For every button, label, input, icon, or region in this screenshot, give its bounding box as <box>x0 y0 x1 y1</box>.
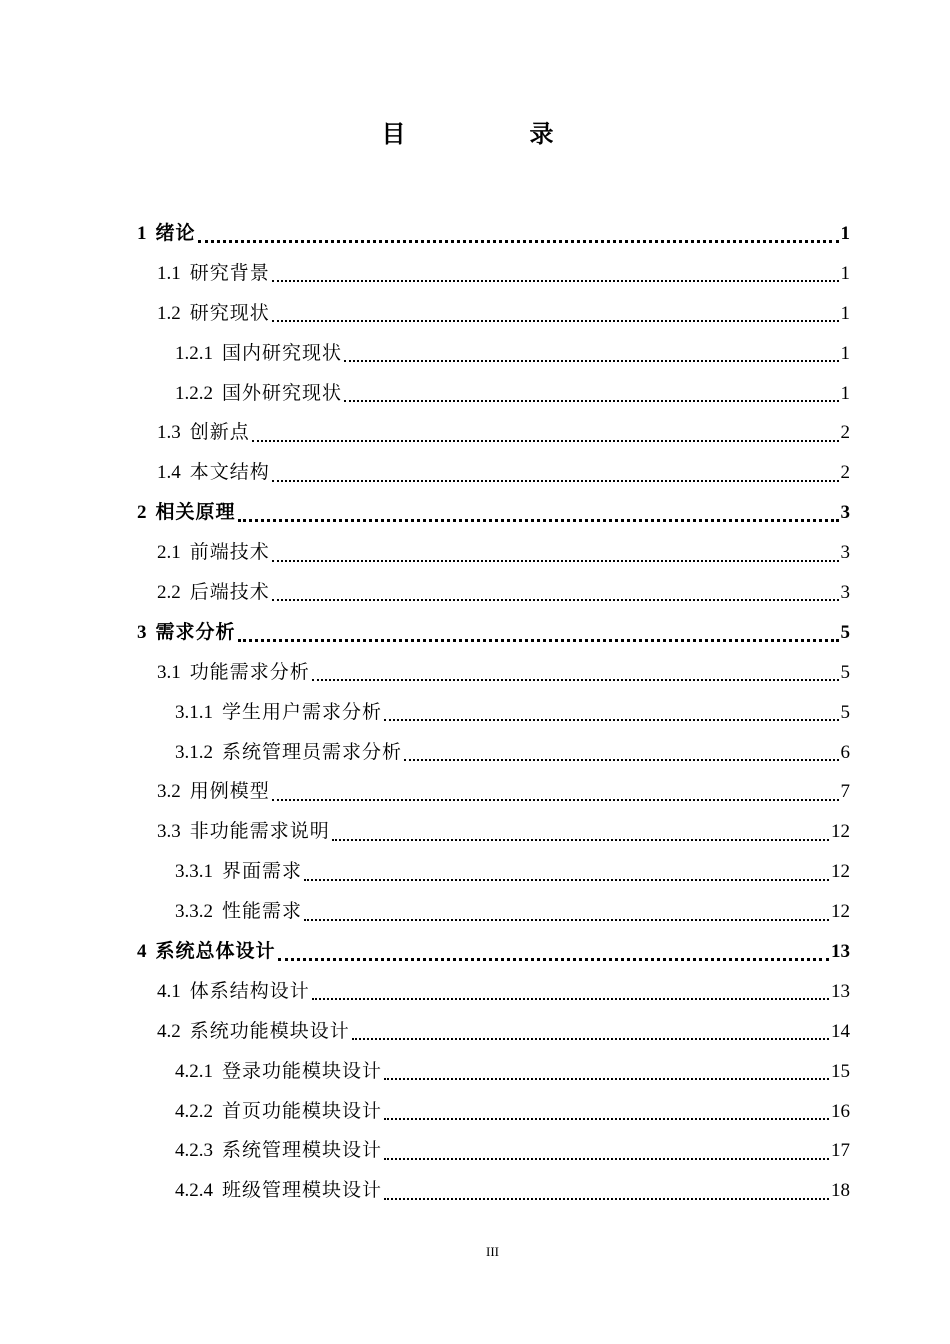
entry-number: 4.1 <box>157 980 181 1002</box>
dot-leader <box>272 559 839 562</box>
entry-number: 1.2.2 <box>175 382 213 404</box>
entry-number: 4.2 <box>157 1020 181 1042</box>
entry-page: 15 <box>831 1060 850 1082</box>
entry-page: 1 <box>840 262 850 284</box>
dot-leader <box>344 359 838 362</box>
dot-leader <box>384 718 838 721</box>
dot-leader <box>272 798 839 801</box>
toc-entry-chapter-3[interactable] <box>137 613 850 653</box>
entry-number: 4.2.1 <box>175 1060 213 1082</box>
toc-entry-section[interactable] <box>157 653 850 693</box>
dot-leader <box>384 1157 829 1160</box>
entry-page: 1 <box>840 223 850 244</box>
dot-leader <box>272 479 839 482</box>
entry-number: 1.2 <box>157 302 181 324</box>
entry-page: 6 <box>840 741 850 763</box>
toc-entry-section[interactable] <box>157 972 850 1012</box>
entry-label: 研究背景 <box>189 261 270 284</box>
entry-number: 3.1 <box>157 661 181 683</box>
entry-label: 创新点 <box>189 421 250 444</box>
entry-label: 首页功能模块设计 <box>222 1099 383 1122</box>
entry-label: 学生用户需求分析 <box>222 700 383 723</box>
toc-entry-subsection[interactable] <box>175 852 850 892</box>
toc-entry-section[interactable] <box>157 413 850 453</box>
entry-page: 5 <box>840 621 850 643</box>
entry-page: 2 <box>840 462 850 484</box>
dot-leader <box>344 399 838 402</box>
entry-page: 3 <box>840 502 850 524</box>
table-of-contents <box>0 214 950 1211</box>
entry-number: 3.1.1 <box>175 701 213 723</box>
dot-leader <box>384 1117 829 1120</box>
entry-number: 2 <box>137 502 147 524</box>
toc-entry-subsection[interactable] <box>175 733 850 773</box>
entry-page: 2 <box>840 422 850 444</box>
toc-entry-chapter-2[interactable] <box>137 493 850 533</box>
toc-entry-section[interactable] <box>157 812 850 852</box>
entry-number: 3 <box>137 621 147 643</box>
entry-number: 3.2 <box>157 781 181 803</box>
entry-label: 功能需求分析 <box>189 660 310 683</box>
entry-number: 1.4 <box>157 462 181 484</box>
toc-entry-section[interactable] <box>157 294 850 334</box>
dot-leader <box>198 239 839 243</box>
toc-entry-subsection[interactable] <box>175 374 850 414</box>
entry-number: 1 <box>137 223 147 244</box>
entry-number: 4.2.3 <box>175 1140 213 1162</box>
toc-entry-subsection[interactable] <box>175 1052 850 1092</box>
entry-label: 系统总体设计 <box>155 940 276 963</box>
entry-label: 班级管理模块设计 <box>222 1179 383 1202</box>
entry-page: 5 <box>840 701 850 723</box>
entry-number: 4 <box>137 941 147 963</box>
dot-leader <box>352 1037 829 1040</box>
dot-leader <box>304 878 829 881</box>
entry-label: 需求分析 <box>155 620 236 643</box>
dot-leader <box>238 518 839 522</box>
toc-entry-section[interactable] <box>157 772 850 812</box>
dot-leader <box>404 758 838 761</box>
toc-entry-chapter-1[interactable] <box>137 214 850 254</box>
entry-number: 3.3.1 <box>175 861 213 883</box>
entry-label: 后端技术 <box>189 581 270 604</box>
toc-entry-subsection[interactable] <box>175 892 850 932</box>
entry-page: 14 <box>831 1020 850 1042</box>
dot-leader <box>384 1197 829 1200</box>
entry-page: 1 <box>840 342 850 364</box>
entry-page: 1 <box>840 382 850 404</box>
toc-entry-subsection[interactable] <box>175 1131 850 1171</box>
dot-leader <box>384 1077 829 1080</box>
entry-page: 5 <box>840 661 850 683</box>
toc-entry-subsection[interactable] <box>175 334 850 374</box>
entry-label: 性能需求 <box>222 900 303 923</box>
dot-leader <box>238 638 839 642</box>
entry-label: 系统管理模块设计 <box>222 1139 383 1162</box>
entry-label: 国内研究现状 <box>222 341 343 364</box>
entry-label: 系统功能模块设计 <box>189 1019 350 1042</box>
entry-number: 2.1 <box>157 542 181 564</box>
entry-number: 1.1 <box>157 262 181 284</box>
toc-entry-section[interactable] <box>157 1012 850 1052</box>
entry-label: 非功能需求说明 <box>189 820 330 843</box>
entry-number: 3.3 <box>157 821 181 843</box>
entry-label: 前端技术 <box>189 541 270 564</box>
entry-page: 12 <box>831 901 850 923</box>
toc-entry-subsection[interactable] <box>175 1171 850 1211</box>
entry-label: 系统管理员需求分析 <box>222 740 403 763</box>
dot-leader <box>312 997 829 1000</box>
entry-number: 4.2.4 <box>175 1180 213 1202</box>
entry-page: 12 <box>831 861 850 883</box>
entry-number: 3.1.2 <box>175 741 213 763</box>
entry-label: 体系结构设计 <box>189 979 310 1002</box>
entry-page: 12 <box>831 821 850 843</box>
entry-label: 用例模型 <box>189 780 270 803</box>
entry-number: 3.3.2 <box>175 901 213 923</box>
toc-entry-section[interactable] <box>157 533 850 573</box>
entry-page: 3 <box>840 582 850 604</box>
toc-entry-subsection[interactable] <box>175 1092 850 1132</box>
entry-label: 相关原理 <box>155 501 236 524</box>
toc-entry-section[interactable] <box>157 254 850 294</box>
entry-page: 1 <box>840 302 850 324</box>
entry-page: 13 <box>831 941 850 963</box>
dot-leader <box>272 279 839 282</box>
entry-label: 登录功能模块设计 <box>222 1059 383 1082</box>
dot-leader <box>312 678 839 681</box>
dot-leader <box>252 439 839 442</box>
entry-label: 本文结构 <box>189 461 270 484</box>
toc-entry-subsection[interactable] <box>175 693 850 733</box>
entry-page: 13 <box>831 980 850 1002</box>
toc-entry-chapter-4[interactable] <box>137 932 850 972</box>
entry-number: 2.2 <box>157 582 181 604</box>
entry-number: 4.2.2 <box>175 1100 213 1122</box>
toc-entry-section[interactable] <box>157 573 850 613</box>
entry-label: 研究现状 <box>189 301 270 324</box>
entry-page: 16 <box>831 1100 850 1122</box>
entry-label: 界面需求 <box>222 860 303 883</box>
dot-leader <box>304 918 829 921</box>
dot-leader <box>272 598 839 601</box>
entry-page: 17 <box>831 1140 850 1162</box>
entry-page: 7 <box>840 781 850 803</box>
entry-number: 1.2.1 <box>175 342 213 364</box>
dot-leader <box>272 319 839 322</box>
entry-label: 绪论 <box>155 222 196 244</box>
entry-number: 1.3 <box>157 422 181 444</box>
dot-leader <box>332 838 829 841</box>
toc-title: 目 录 <box>381 120 604 148</box>
entry-page: 18 <box>831 1180 850 1202</box>
dot-leader <box>278 957 829 961</box>
page-number-footer: III <box>486 1244 499 1259</box>
entry-page: 3 <box>840 542 850 564</box>
toc-entry-section[interactable] <box>157 453 850 493</box>
entry-label: 国外研究现状 <box>222 381 343 404</box>
